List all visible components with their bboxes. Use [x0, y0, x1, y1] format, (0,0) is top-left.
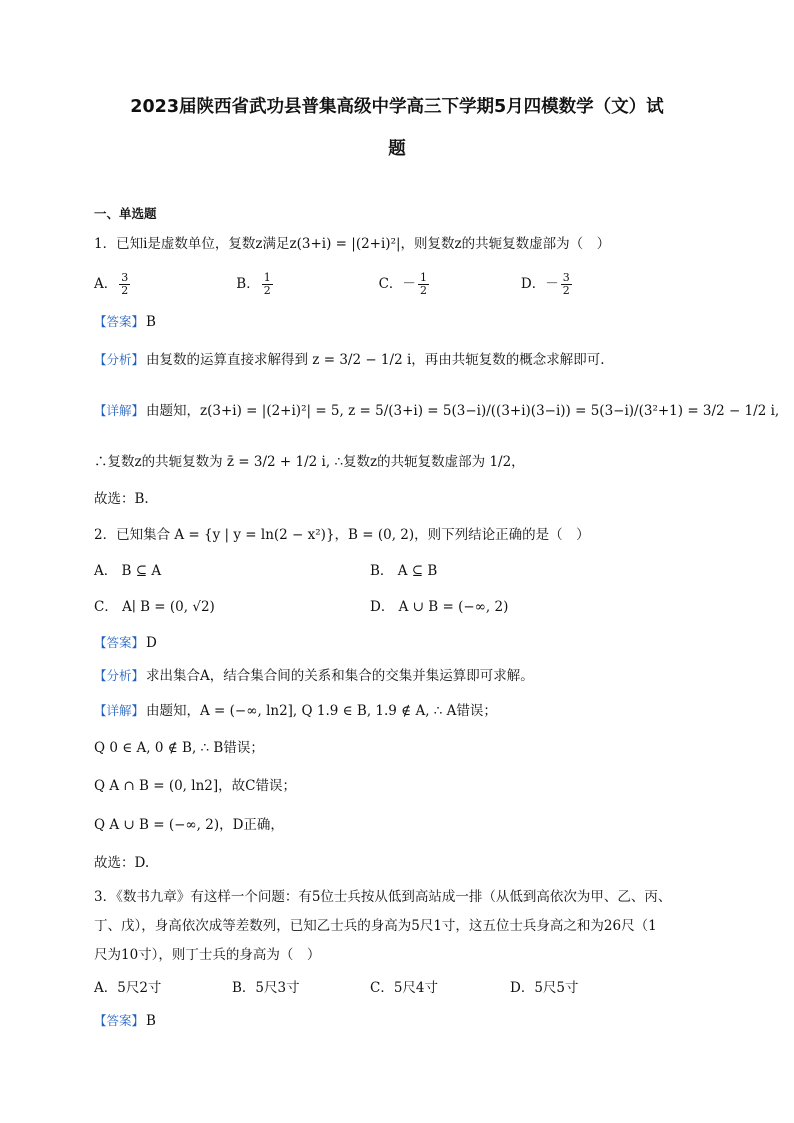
fraction: $\frac{3}{2}$	[121, 271, 129, 297]
q2-option-b: B． A ⊆ B	[370, 563, 438, 579]
q1-option-d: D．－ $\frac{3}{2}$	[520, 271, 570, 297]
q2-stem: 2．已知集合 A = {y | y = ln(2 − x²)}，B = (0, 2)，则下列结论正确的是（ ）	[94, 527, 590, 543]
q3-stem-line-3: 尺为10寸），则丁士兵的身高为（ ）	[94, 947, 321, 963]
q1-detail-2: ∴复数z的共轭复数为 z̄ = 3/2 + 1/2 i, ∴复数z的共轭复数虚部为 1/2，	[94, 454, 525, 470]
q2-step-3: Q A ∩ B = (0, ln2]，故C错误；	[94, 778, 296, 794]
fraction: $\frac{1}{2}$	[263, 271, 271, 297]
document-title	[70, 86, 724, 170]
q3-stem-line-2: 丁、戊），身高依次成等差数列，已知乙士兵的身高为5尺1寸，这五位士兵身高之和为26尺（1	[94, 918, 657, 934]
q1-option-c: C．－ $\frac{1}{2}$	[378, 271, 427, 297]
q2-step-4: Q A ∪ B = (−∞, 2)，D正确，	[94, 817, 284, 833]
q2-option-d: D． A ∪ B = (−∞, 2)	[370, 599, 509, 615]
q2-detail: 【详解】 由题知，A = (−∞, ln2], Q 1.9 ∈ B, 1.9 ∉ A, ∴ A错误；	[94, 703, 497, 719]
q3-answer: 【答案】 B	[94, 1013, 156, 1029]
q2-option-a: A． B ⊆ A	[94, 563, 162, 579]
fraction: $\frac{1}{2}$	[419, 271, 427, 297]
q1-option-a: A． $\frac{3}{2}$	[94, 271, 129, 297]
fraction: $\frac{3}{2}$	[562, 271, 570, 297]
title-line-2: 题	[388, 139, 406, 159]
section-heading: 一、单选题	[94, 206, 157, 221]
q1-option-b: B． $\frac{1}{2}$	[236, 271, 271, 297]
q3-option-a: A．5尺2寸	[94, 980, 162, 996]
q3-option-c: C．5尺4寸	[370, 980, 439, 996]
q3-option-d: D．5尺5寸	[510, 980, 579, 996]
q2-option-c: C． A∣ B = (0, √2)	[94, 599, 215, 615]
q2-analysis: 【分析】 求出集合A，结合集合间的关系和集合的交集并集运算即可求解。	[94, 668, 534, 684]
q2-step-2: Q 0 ∈ A, 0 ∉ B, ∴ B错误；	[94, 740, 264, 756]
q2-answer: 【答案】 D	[94, 635, 157, 651]
q1-stem: 1．已知i是虚数单位，复数z满足z(3+i) = |(2+i)²|，则复数z的共轭复数虚部为（ ）	[94, 236, 611, 252]
q3-option-b: B．5尺3寸	[232, 980, 300, 996]
q1-answer: 【答案】 B	[94, 314, 156, 330]
q1-conclusion: 故选：B.	[94, 491, 149, 507]
title-line-1: 2023届陕西省武功县普集高级中学高三下学期5月四模数学（文）试	[130, 97, 664, 117]
q1-options	[94, 272, 714, 297]
q1-detail: 【详解】 由题知，z(3+i) = |(2+i)²| = 5, z = 5/(3+i) = 5(3−i)/((3+i)(3−i)) = 5(3−i)/(3²+1) = 3/2 − 1/2 i,	[94, 403, 780, 419]
q3-stem-line-1: 3．《数书九章》有这样一个问题：有5位士兵按从低到高站成一排（从低到高依次为甲、乙、丙、	[94, 889, 672, 905]
q1-analysis: 【分析】 由复数的运算直接求解得到 z = 3/2 − 1/2 i，再由共轭复数的概念求解即可.	[94, 352, 605, 368]
q2-conclusion: 故选：D.	[94, 855, 150, 871]
